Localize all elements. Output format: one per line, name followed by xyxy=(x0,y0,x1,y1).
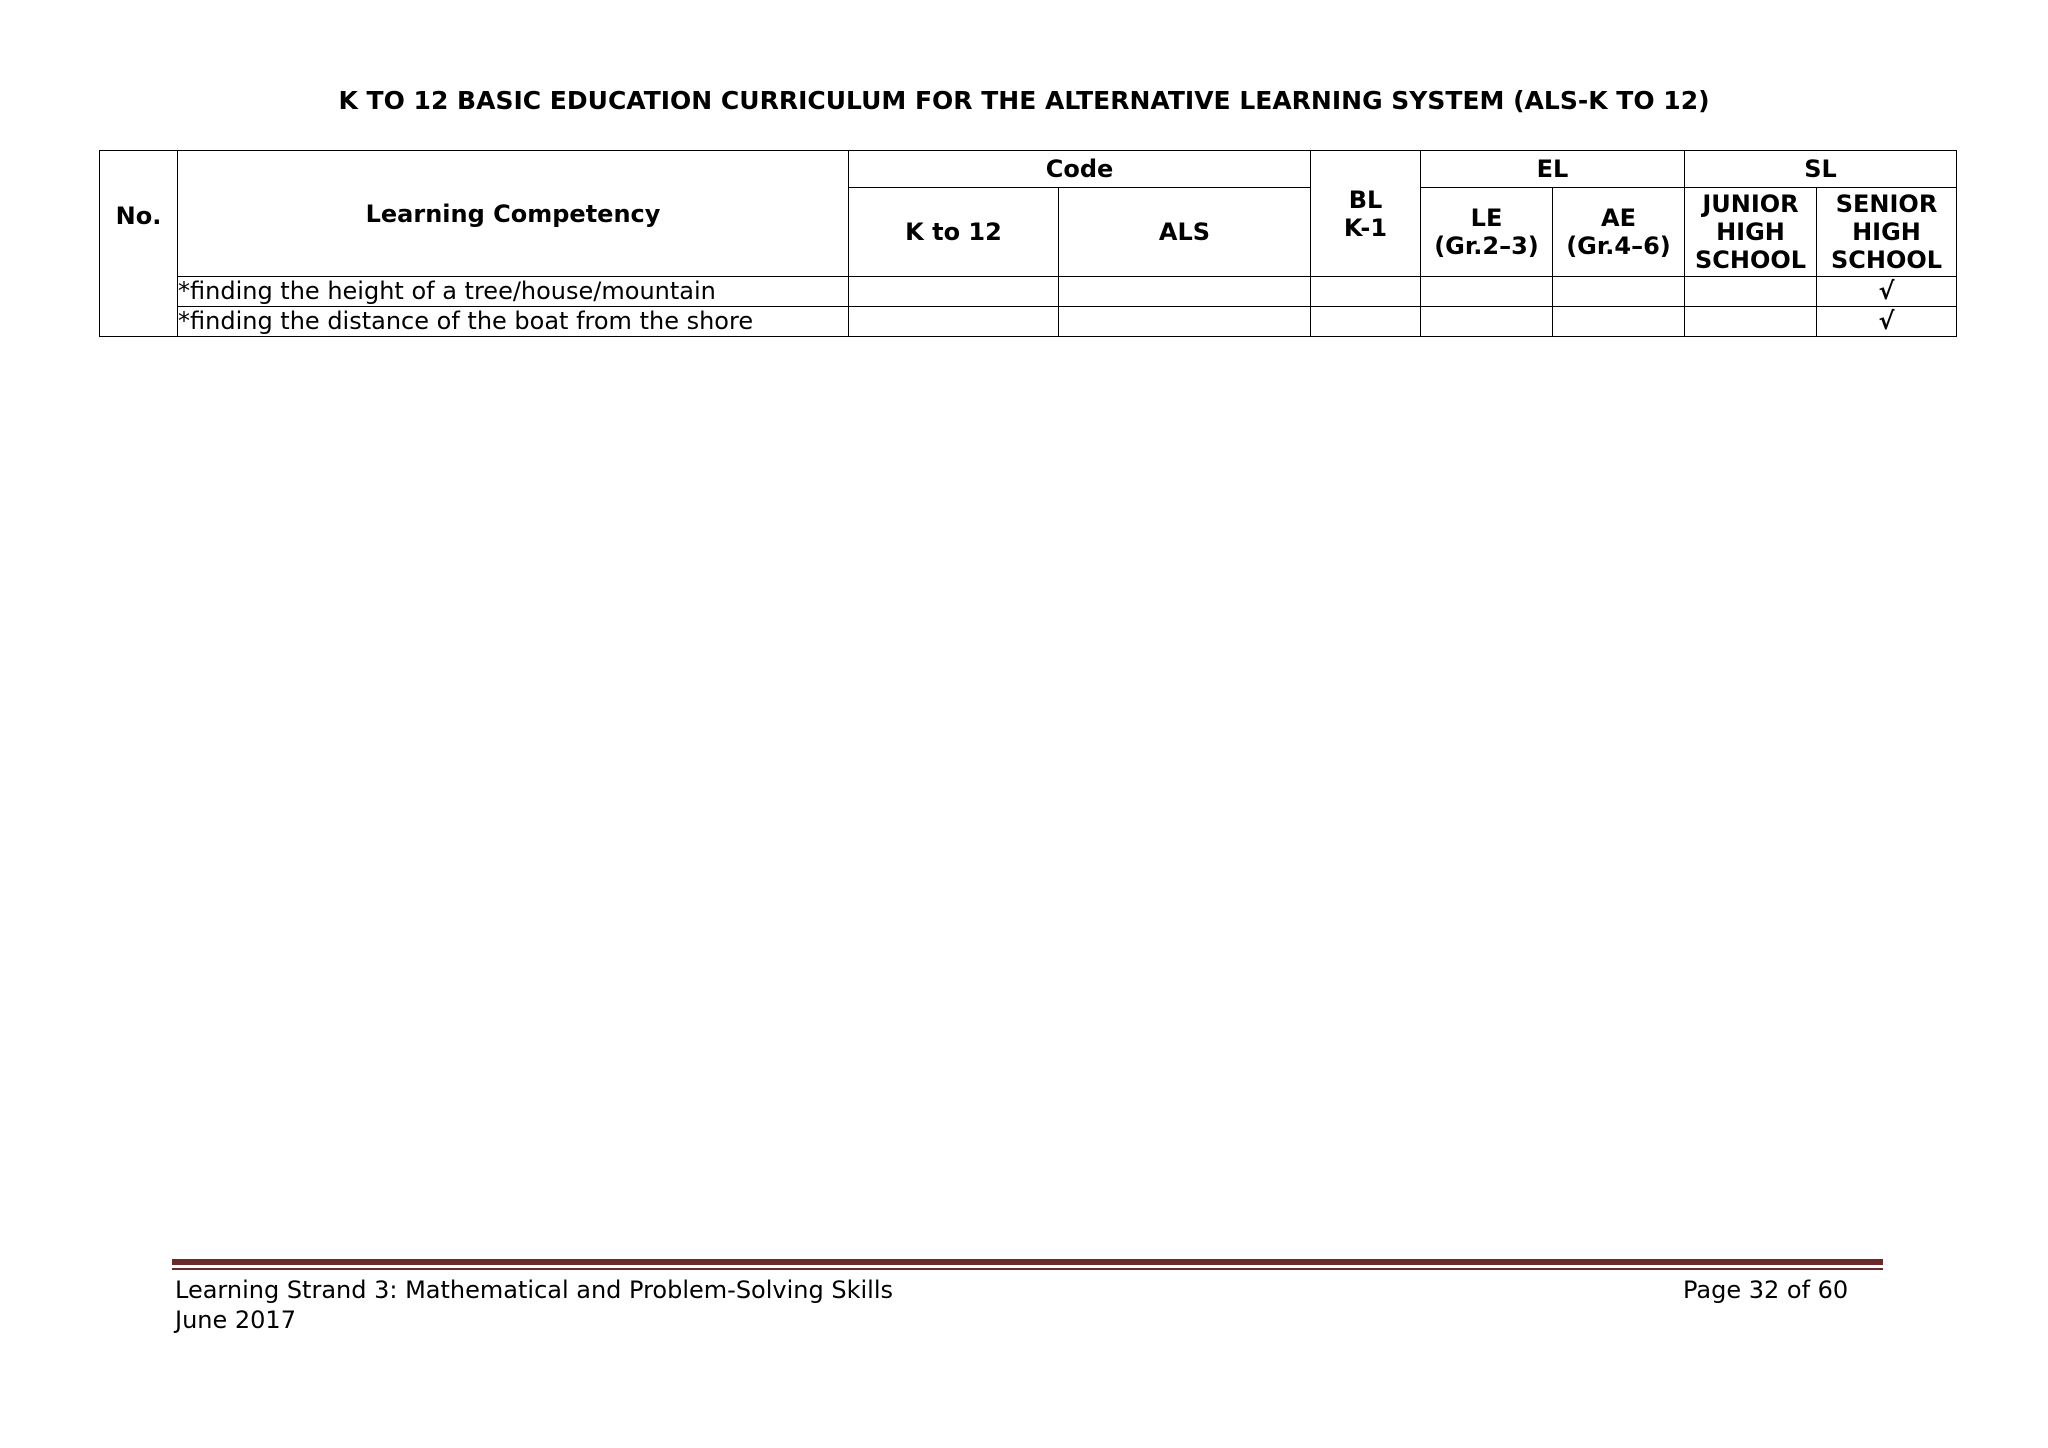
header-le-line2: (Gr.2–3) xyxy=(1434,232,1539,260)
bl-cell xyxy=(1311,277,1421,307)
competency-cell: *finding the distance of the boat from the shore xyxy=(178,307,849,337)
le-cell xyxy=(1421,277,1553,307)
footer-learning-strand: Learning Strand 3: Mathematical and Problem-Solving Skills xyxy=(175,1276,893,1304)
header-bl xyxy=(1311,151,1421,277)
header-jhs-line3: SCHOOL xyxy=(1694,246,1807,274)
curriculum-table xyxy=(99,150,1957,337)
table-row xyxy=(100,277,1957,307)
header-ae-line2: (Gr.4–6) xyxy=(1566,232,1671,260)
le-cell xyxy=(1421,307,1553,337)
ae-cell xyxy=(1553,277,1685,307)
k-to-12-code-cell xyxy=(849,277,1059,307)
header-jhs-line2: HIGH xyxy=(1716,218,1785,246)
header-ae-line1: AE xyxy=(1601,204,1636,232)
ae-cell xyxy=(1553,307,1685,337)
header-le xyxy=(1421,188,1553,277)
shs-check-cell: √ xyxy=(1817,277,1957,307)
header-shs-line2: HIGH xyxy=(1852,218,1921,246)
shs-check-cell: √ xyxy=(1817,307,1957,337)
header-senior-high-school xyxy=(1817,188,1957,277)
header-ae xyxy=(1553,188,1685,277)
header-row-1 xyxy=(100,151,1957,188)
document-title: K TO 12 BASIC EDUCATION CURRICULUM FOR THE ALTERNATIVE LEARNING SYSTEM (ALS-K TO 12) xyxy=(338,86,1710,115)
header-bl-line1: BL xyxy=(1348,185,1383,214)
header-no: No. xyxy=(100,151,178,337)
bl-cell xyxy=(1311,307,1421,337)
header-bl-line2: K-1 xyxy=(1343,213,1388,242)
header-als: ALS xyxy=(1059,188,1311,277)
header-jhs-line1: JUNIOR xyxy=(1702,190,1799,218)
table-row xyxy=(100,307,1957,337)
jhs-cell xyxy=(1685,277,1817,307)
header-code: Code xyxy=(849,151,1311,188)
header-shs-line1: SENIOR xyxy=(1835,190,1938,218)
header-sl: SL xyxy=(1685,151,1957,188)
k-to-12-code-cell xyxy=(849,307,1059,337)
jhs-cell xyxy=(1685,307,1817,337)
als-code-cell xyxy=(1059,277,1311,307)
header-le-line1: LE xyxy=(1470,204,1503,232)
header-k-to-12: K to 12 xyxy=(849,188,1059,277)
header-shs-line3: SCHOOL xyxy=(1830,246,1943,274)
footer-divider-thin xyxy=(172,1268,1883,1270)
header-el: EL xyxy=(1421,151,1685,188)
header-learning-competency: Learning Competency xyxy=(178,151,849,277)
competency-cell: *finding the height of a tree/house/mountain xyxy=(178,277,849,307)
footer-divider-thick xyxy=(172,1259,1883,1265)
footer-page-number: Page 32 of 60 xyxy=(1683,1276,1849,1304)
footer-date: June 2017 xyxy=(175,1306,296,1334)
header-junior-high-school xyxy=(1685,188,1817,277)
als-code-cell xyxy=(1059,307,1311,337)
